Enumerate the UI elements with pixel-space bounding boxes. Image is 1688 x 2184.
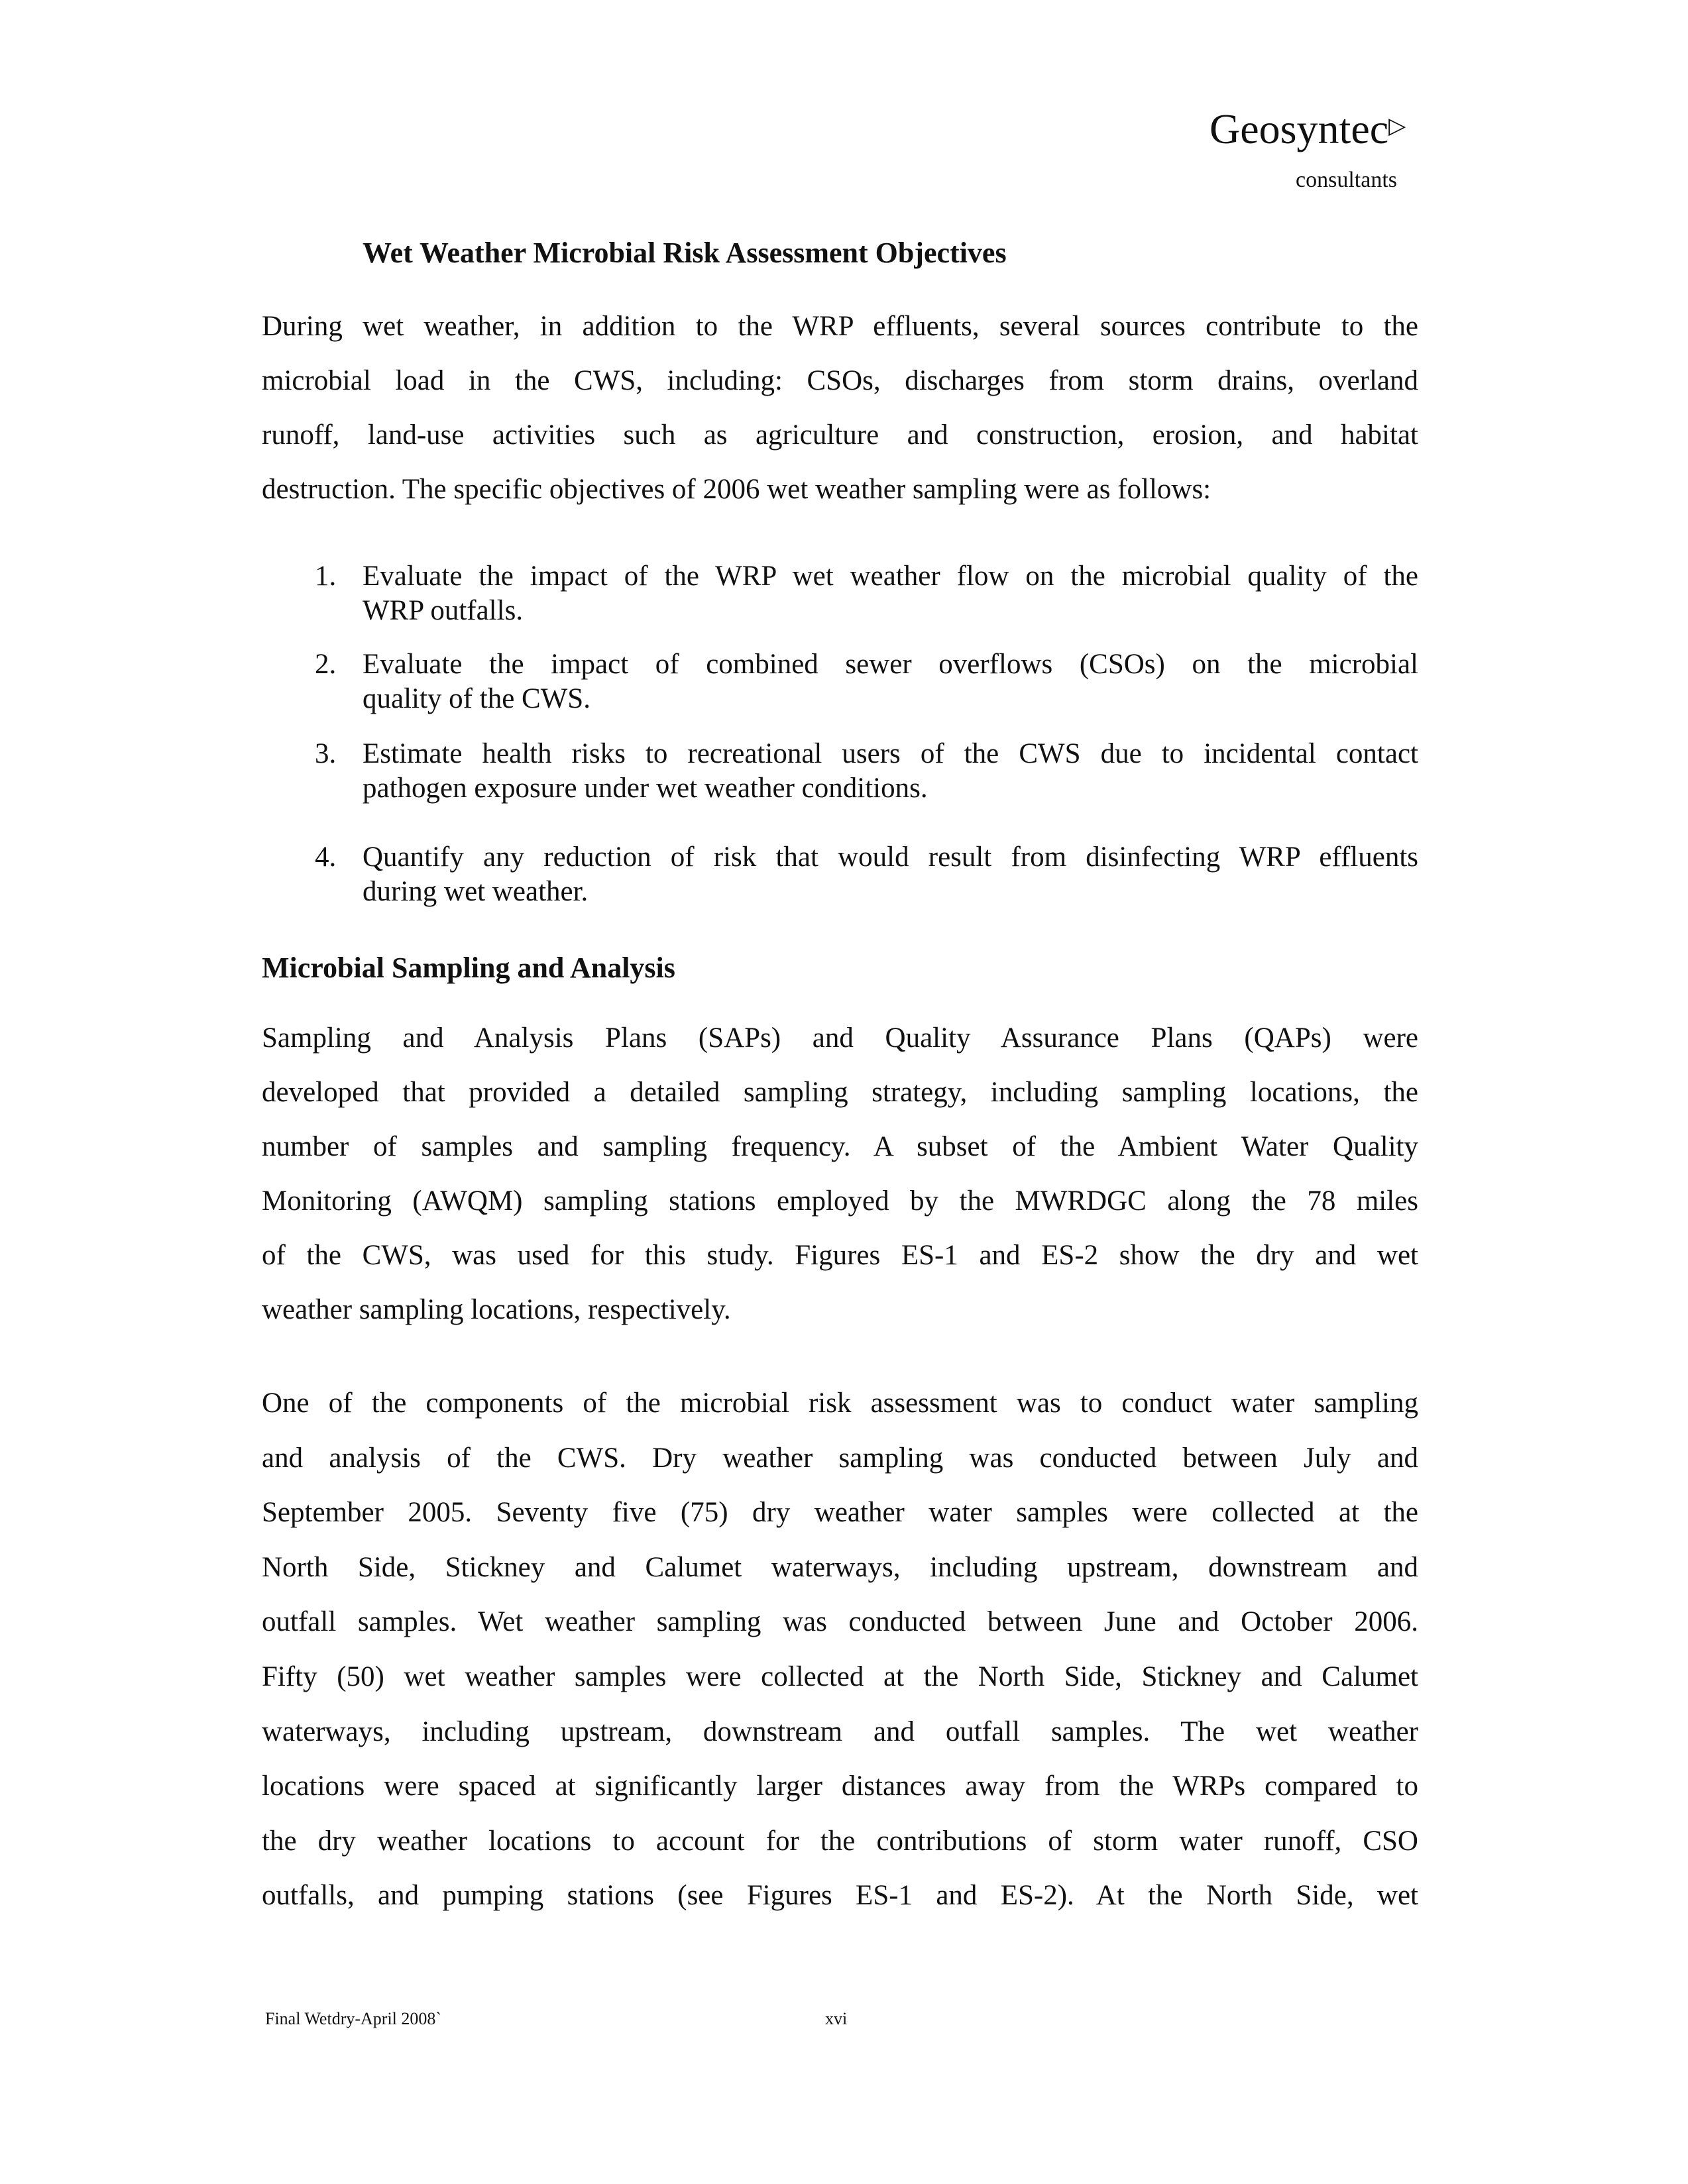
list-item-line: quality of the CWS.: [363, 683, 591, 714]
paragraph-line: outfalls, and pumping stations (see Figures ES-1 and ES-2). At the North Side, wet: [262, 1880, 1418, 1912]
list-item-line: Estimate health risks to recreational users of the CWS due to incidental contact: [363, 738, 1418, 769]
paragraph-line: and analysis of the CWS. Dry weather sampling was conducted between July and: [262, 1442, 1418, 1474]
list-item-line: Quantify any reduction of risk that would result from disinfecting WRP effluents: [363, 842, 1418, 873]
list-number: 3.: [315, 738, 337, 769]
logo-triangle-icon: ▷: [1388, 114, 1406, 138]
paragraph-line: September 2005. Seventy five (75) dry weather water samples were collected at the: [262, 1497, 1418, 1529]
paragraph-line: waterways, including upstream, downstream and outfall samples. The wet weather: [262, 1716, 1418, 1747]
section-heading-sampling: Microbial Sampling and Analysis: [262, 952, 675, 984]
section-heading-objectives: Wet Weather Microbial Risk Assessment Objectives: [363, 237, 1007, 269]
paragraph-line: outfall samples. Wet weather sampling was conducted between June and October 2006.: [262, 1606, 1418, 1638]
list-number: 1.: [315, 561, 337, 592]
list-item-line: Evaluate the impact of combined sewer overflows (CSOs) on the microbial: [363, 649, 1418, 680]
logo-name: Geosyntec: [1210, 105, 1389, 152]
list-item-line: during wet weather.: [363, 876, 589, 907]
list-item-line: Evaluate the impact of the WRP wet weather flow on the microbial quality of the: [363, 561, 1418, 592]
list-item-line: WRP outfalls.: [363, 595, 524, 626]
paragraph-line: Sampling and Analysis Plans (SAPs) and Quality Assurance Plans (QAPs) were: [262, 1022, 1418, 1054]
paragraph-line: number of samples and sampling frequency. A subset of the Ambient Water Quality: [262, 1131, 1418, 1162]
paragraph-line: of the CWS, was used for this study. Figures ES-1 and ES-2 show the dry and wet: [262, 1240, 1418, 1271]
footer-document-id: Final Wetdry-April 2008`: [265, 2009, 442, 2028]
paragraph-line: the dry weather locations to account for the contributions of storm water runoff, CSO: [262, 1825, 1418, 1857]
page-number: xvi: [825, 2009, 848, 2028]
logo-subtitle: consultants: [1296, 168, 1397, 192]
paragraph-line: Monitoring (AWQM) sampling stations employed by the MWRDGC along the 78 miles: [262, 1185, 1418, 1217]
list-item-line: pathogen exposure under wet weather conditions.: [363, 773, 928, 804]
paragraph-line: locations were spaced at significantly larger distances away from the WRPs compared to: [262, 1771, 1418, 1802]
company-logo: [1210, 106, 1406, 152]
paragraph-line: weather sampling locations, respectively.: [262, 1294, 731, 1325]
paragraph-line: destruction. The specific objectives of 2006 wet weather sampling were as follows:: [262, 474, 1211, 505]
paragraph-line: microbial load in the CWS, including: CSOs, discharges from storm drains, overland: [262, 365, 1418, 396]
paragraph-line: During wet weather, in addition to the WRP effluents, several sources contribute to the: [262, 311, 1418, 342]
list-number: 4.: [315, 842, 337, 873]
paragraph-line: developed that provided a detailed sampling strategy, including sampling locations, the: [262, 1077, 1418, 1108]
paragraph-line: One of the components of the microbial risk assessment was to conduct water sampling: [262, 1388, 1418, 1419]
list-number: 2.: [315, 649, 337, 680]
paragraph-line: Fifty (50) wet weather samples were collected at the North Side, Stickney and Calumet: [262, 1661, 1418, 1692]
paragraph-line: runoff, land-use activities such as agriculture and construction, erosion, and habitat: [262, 419, 1418, 451]
paragraph-line: North Side, Stickney and Calumet waterways, including upstream, downstream and: [262, 1551, 1418, 1583]
